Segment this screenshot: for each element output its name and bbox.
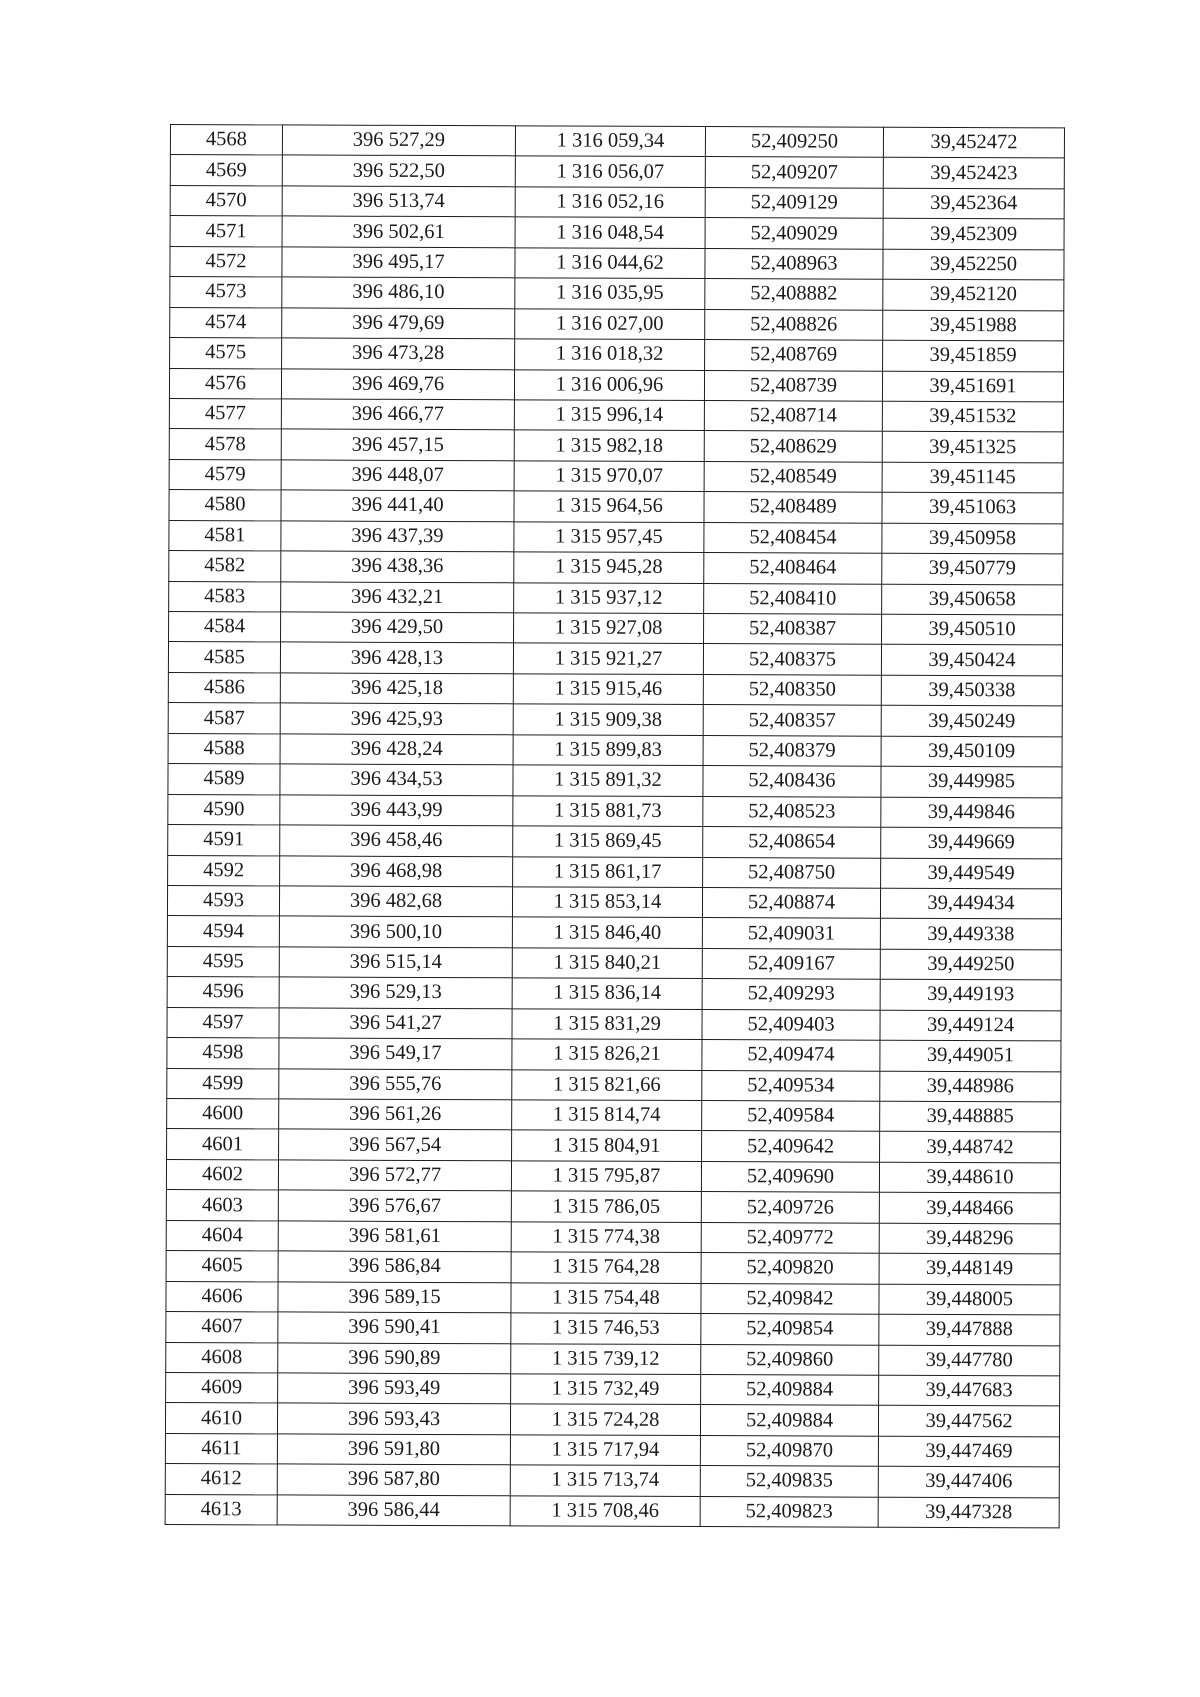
point-number-cell: 4607 xyxy=(166,1312,278,1343)
x-coordinate-cell: 396 428,24 xyxy=(280,734,513,765)
y-coordinate-cell: 1 315 869,45 xyxy=(513,826,703,857)
y-coordinate-cell: 1 315 746,53 xyxy=(511,1313,701,1344)
point-number-cell: 4583 xyxy=(169,581,281,612)
y-coordinate-cell: 1 316 048,54 xyxy=(515,217,705,248)
table-row xyxy=(168,733,1062,767)
longitude-cell: 39,451691 xyxy=(882,371,1063,402)
longitude-cell: 39,449846 xyxy=(881,797,1062,828)
longitude-cell: 39,449549 xyxy=(881,858,1062,889)
latitude-cell: 52,409293 xyxy=(702,979,880,1010)
x-coordinate-cell: 396 590,89 xyxy=(278,1342,511,1373)
y-coordinate-cell: 1 315 831,29 xyxy=(512,1009,702,1040)
latitude-cell: 52,408375 xyxy=(703,644,881,675)
y-coordinate-cell: 1 315 764,28 xyxy=(511,1252,701,1283)
latitude-cell: 52,409029 xyxy=(705,218,883,249)
latitude-cell: 52,408882 xyxy=(705,279,883,310)
longitude-cell: 39,447562 xyxy=(878,1406,1059,1437)
y-coordinate-cell: 1 316 027,00 xyxy=(515,308,705,339)
point-number-cell: 4609 xyxy=(166,1372,278,1403)
y-coordinate-cell: 1 315 915,46 xyxy=(513,674,703,705)
point-number-cell: 4591 xyxy=(168,825,280,856)
table-row xyxy=(169,551,1063,585)
y-coordinate-cell: 1 315 717,94 xyxy=(510,1435,700,1466)
longitude-cell: 39,452250 xyxy=(883,249,1064,280)
point-number-cell: 4581 xyxy=(169,520,281,551)
x-coordinate-cell: 396 495,17 xyxy=(282,247,515,278)
table-row xyxy=(169,611,1063,645)
x-coordinate-cell: 396 586,84 xyxy=(278,1251,511,1282)
point-number-cell: 4575 xyxy=(170,338,282,369)
latitude-cell: 52,409823 xyxy=(700,1496,878,1527)
table-row xyxy=(168,825,1062,859)
longitude-cell: 39,447780 xyxy=(879,1345,1060,1376)
point-number-cell: 4611 xyxy=(165,1433,277,1464)
x-coordinate-cell: 396 438,36 xyxy=(281,551,514,582)
latitude-cell: 52,408963 xyxy=(705,248,883,279)
x-coordinate-cell: 396 443,99 xyxy=(280,795,513,826)
point-number-cell: 4612 xyxy=(165,1464,277,1495)
longitude-cell: 39,448005 xyxy=(879,1284,1060,1315)
x-coordinate-cell: 396 437,39 xyxy=(281,521,514,552)
y-coordinate-cell: 1 315 909,38 xyxy=(513,704,703,735)
x-coordinate-cell: 396 581,61 xyxy=(278,1221,511,1252)
point-number-cell: 4584 xyxy=(169,611,281,642)
point-number-cell: 4608 xyxy=(166,1342,278,1373)
point-number-cell: 4570 xyxy=(170,185,282,216)
y-coordinate-cell: 1 316 052,16 xyxy=(515,187,705,218)
table-row xyxy=(166,1281,1060,1315)
x-coordinate-cell: 396 586,44 xyxy=(277,1495,510,1526)
point-number-cell: 4605 xyxy=(166,1251,278,1282)
y-coordinate-cell: 1 315 846,40 xyxy=(512,917,702,948)
y-coordinate-cell: 1 315 853,14 xyxy=(512,887,702,918)
longitude-cell: 39,448885 xyxy=(880,1101,1061,1132)
x-coordinate-cell: 396 448,07 xyxy=(281,460,514,491)
latitude-cell: 52,408549 xyxy=(704,461,882,492)
latitude-cell: 52,409860 xyxy=(701,1344,879,1375)
longitude-cell: 39,451532 xyxy=(882,401,1063,432)
longitude-cell: 39,451145 xyxy=(882,462,1063,493)
longitude-cell: 39,449434 xyxy=(880,888,1061,919)
longitude-cell: 39,448466 xyxy=(879,1193,1060,1224)
y-coordinate-cell: 1 315 804,91 xyxy=(512,1130,702,1161)
x-coordinate-cell: 396 515,14 xyxy=(279,947,512,978)
latitude-cell: 52,409820 xyxy=(701,1253,879,1284)
longitude-cell: 39,452364 xyxy=(883,188,1064,219)
point-number-cell: 4577 xyxy=(169,398,281,429)
table-row xyxy=(167,946,1061,980)
point-number-cell: 4604 xyxy=(166,1220,278,1251)
latitude-cell: 52,408826 xyxy=(705,309,883,340)
x-coordinate-cell: 396 425,18 xyxy=(280,673,513,704)
point-number-cell: 4589 xyxy=(168,764,280,795)
point-number-cell: 4572 xyxy=(170,246,282,277)
table-row xyxy=(166,1372,1060,1406)
point-number-cell: 4588 xyxy=(168,733,280,764)
point-number-cell: 4587 xyxy=(168,703,280,734)
latitude-cell: 52,409031 xyxy=(702,918,880,949)
y-coordinate-cell: 1 316 056,07 xyxy=(515,156,705,187)
longitude-cell: 39,452309 xyxy=(883,219,1064,250)
x-coordinate-cell: 396 541,27 xyxy=(279,1008,512,1039)
y-coordinate-cell: 1 315 996,14 xyxy=(514,400,704,431)
y-coordinate-cell: 1 315 826,21 xyxy=(512,1039,702,1070)
table-row xyxy=(168,642,1062,676)
longitude-cell: 39,449985 xyxy=(881,766,1062,797)
y-coordinate-cell: 1 315 921,27 xyxy=(513,643,703,674)
y-coordinate-cell: 1 315 724,28 xyxy=(510,1404,700,1435)
point-number-cell: 4595 xyxy=(167,946,279,977)
longitude-cell: 39,447328 xyxy=(878,1497,1059,1528)
x-coordinate-cell: 396 513,74 xyxy=(282,186,515,217)
y-coordinate-cell: 1 315 840,21 xyxy=(512,948,702,979)
longitude-cell: 39,447469 xyxy=(878,1436,1059,1467)
y-coordinate-cell: 1 315 881,73 xyxy=(513,795,703,826)
table-row xyxy=(169,581,1063,615)
latitude-cell: 52,409129 xyxy=(705,187,883,218)
x-coordinate-cell: 396 589,15 xyxy=(278,1282,511,1313)
x-coordinate-cell: 396 593,43 xyxy=(277,1403,510,1434)
latitude-cell: 52,408874 xyxy=(702,887,880,918)
longitude-cell: 39,449051 xyxy=(880,1040,1061,1071)
latitude-cell: 52,409474 xyxy=(702,1040,880,1071)
y-coordinate-cell: 1 315 836,14 xyxy=(512,978,702,1009)
y-coordinate-cell: 1 315 957,45 xyxy=(514,522,704,553)
latitude-cell: 52,409207 xyxy=(705,157,883,188)
longitude-cell: 39,452423 xyxy=(883,158,1064,189)
longitude-cell: 39,449193 xyxy=(880,979,1061,1010)
table-row xyxy=(170,277,1064,311)
x-coordinate-cell: 396 473,28 xyxy=(282,338,515,369)
table-row xyxy=(167,885,1061,919)
x-coordinate-cell: 396 466,77 xyxy=(281,399,514,430)
x-coordinate-cell: 396 502,61 xyxy=(282,216,515,247)
longitude-cell: 39,448610 xyxy=(879,1162,1060,1193)
longitude-cell: 39,449250 xyxy=(880,949,1061,980)
table-row xyxy=(170,185,1064,219)
latitude-cell: 52,408739 xyxy=(704,370,882,401)
latitude-cell: 52,409167 xyxy=(702,948,880,979)
y-coordinate-cell: 1 315 899,83 xyxy=(513,735,703,766)
point-number-cell: 4569 xyxy=(170,155,282,186)
longitude-cell: 39,447683 xyxy=(879,1375,1060,1406)
latitude-cell: 52,409884 xyxy=(700,1405,878,1436)
latitude-cell: 52,408436 xyxy=(703,766,881,797)
point-number-cell: 4580 xyxy=(169,490,281,521)
y-coordinate-cell: 1 315 945,28 xyxy=(514,552,704,583)
point-number-cell: 4613 xyxy=(165,1494,277,1525)
table-row xyxy=(169,429,1063,463)
y-coordinate-cell: 1 315 937,12 xyxy=(514,582,704,613)
latitude-cell: 52,408410 xyxy=(704,583,882,614)
table-row xyxy=(166,1342,1060,1376)
table-row xyxy=(167,1038,1061,1072)
latitude-cell: 52,409250 xyxy=(705,127,883,158)
point-number-cell: 4600 xyxy=(167,1098,279,1129)
table-row xyxy=(170,307,1064,341)
table-row xyxy=(169,398,1063,432)
x-coordinate-cell: 396 468,98 xyxy=(280,855,513,886)
table-row xyxy=(170,125,1064,159)
x-coordinate-cell: 396 572,77 xyxy=(278,1160,511,1191)
longitude-cell: 39,450338 xyxy=(881,675,1062,706)
table-row xyxy=(165,1494,1059,1528)
y-coordinate-cell: 1 315 964,56 xyxy=(514,491,704,522)
table-row xyxy=(165,1403,1059,1437)
point-number-cell: 4606 xyxy=(166,1281,278,1312)
x-coordinate-cell: 396 486,10 xyxy=(282,277,515,308)
latitude-cell: 52,409690 xyxy=(701,1161,879,1192)
point-number-cell: 4594 xyxy=(167,916,279,947)
x-coordinate-cell: 396 529,13 xyxy=(279,977,512,1008)
point-number-cell: 4598 xyxy=(167,1038,279,1069)
x-coordinate-cell: 396 469,76 xyxy=(281,368,514,399)
latitude-cell: 52,408489 xyxy=(704,492,882,523)
latitude-cell: 52,408523 xyxy=(703,796,881,827)
point-number-cell: 4582 xyxy=(169,551,281,582)
x-coordinate-cell: 396 591,80 xyxy=(277,1434,510,1465)
table-row xyxy=(168,794,1062,828)
y-coordinate-cell: 1 315 774,38 xyxy=(511,1222,701,1253)
table-row xyxy=(169,520,1063,554)
longitude-cell: 39,449669 xyxy=(881,827,1062,858)
latitude-cell: 52,409884 xyxy=(701,1374,879,1405)
longitude-cell: 39,448149 xyxy=(879,1253,1060,1284)
table-row xyxy=(168,672,1062,706)
longitude-cell: 39,451988 xyxy=(883,310,1064,341)
latitude-cell: 52,408379 xyxy=(703,735,881,766)
latitude-cell: 52,409642 xyxy=(702,1131,880,1162)
x-coordinate-cell: 396 432,21 xyxy=(281,581,514,612)
point-number-cell: 4574 xyxy=(170,307,282,338)
longitude-cell: 39,450424 xyxy=(881,645,1062,676)
table-row xyxy=(168,764,1062,798)
longitude-cell: 39,451859 xyxy=(883,340,1064,371)
x-coordinate-cell: 396 587,80 xyxy=(277,1464,510,1495)
y-coordinate-cell: 1 315 732,49 xyxy=(511,1374,701,1405)
latitude-cell: 52,409870 xyxy=(700,1435,878,1466)
table-row xyxy=(167,977,1061,1011)
y-coordinate-cell: 1 315 795,87 xyxy=(511,1161,701,1192)
table-row xyxy=(170,216,1064,250)
y-coordinate-cell: 1 315 821,66 xyxy=(512,1069,702,1100)
longitude-cell: 39,450510 xyxy=(882,614,1063,645)
table-row xyxy=(168,703,1062,737)
point-number-cell: 4593 xyxy=(167,885,279,916)
latitude-cell: 52,408357 xyxy=(703,705,881,736)
point-number-cell: 4573 xyxy=(170,277,282,308)
longitude-cell: 39,447888 xyxy=(879,1314,1060,1345)
point-number-cell: 4596 xyxy=(167,977,279,1008)
point-number-cell: 4601 xyxy=(167,1129,279,1160)
table-row xyxy=(166,1220,1060,1254)
table-row xyxy=(169,368,1063,402)
x-coordinate-cell: 396 549,17 xyxy=(279,1038,512,1069)
x-coordinate-cell: 396 500,10 xyxy=(279,916,512,947)
point-number-cell: 4578 xyxy=(169,429,281,460)
point-number-cell: 4579 xyxy=(169,459,281,490)
table-row xyxy=(170,155,1064,189)
latitude-cell: 52,408714 xyxy=(704,400,882,431)
x-coordinate-cell: 396 590,41 xyxy=(278,1312,511,1343)
table-row xyxy=(167,1007,1061,1041)
coordinates-table-body xyxy=(165,125,1064,1529)
latitude-cell: 52,409726 xyxy=(701,1192,879,1223)
table-row xyxy=(169,490,1063,524)
table-row xyxy=(170,246,1064,280)
latitude-cell: 52,409835 xyxy=(700,1466,878,1497)
x-coordinate-cell: 396 527,29 xyxy=(282,125,515,156)
longitude-cell: 39,447406 xyxy=(878,1466,1059,1497)
longitude-cell: 39,452472 xyxy=(883,127,1064,158)
longitude-cell: 39,450109 xyxy=(881,736,1062,767)
point-number-cell: 4597 xyxy=(167,1007,279,1038)
y-coordinate-cell: 1 315 713,74 xyxy=(510,1465,700,1496)
y-coordinate-cell: 1 315 739,12 xyxy=(511,1343,701,1374)
latitude-cell: 52,408750 xyxy=(703,857,881,888)
latitude-cell: 52,408387 xyxy=(704,614,882,645)
point-number-cell: 4599 xyxy=(167,1068,279,1099)
longitude-cell: 39,450958 xyxy=(882,523,1063,554)
x-coordinate-cell: 396 429,50 xyxy=(281,612,514,643)
y-coordinate-cell: 1 316 006,96 xyxy=(514,369,704,400)
latitude-cell: 52,408769 xyxy=(705,340,883,371)
y-coordinate-cell: 1 315 891,32 xyxy=(513,765,703,796)
longitude-cell: 39,449124 xyxy=(880,1010,1061,1041)
latitude-cell: 52,409854 xyxy=(701,1314,879,1345)
point-number-cell: 4602 xyxy=(166,1159,278,1190)
y-coordinate-cell: 1 315 708,46 xyxy=(510,1496,700,1527)
table-row xyxy=(167,1098,1061,1132)
latitude-cell: 52,408350 xyxy=(703,674,881,705)
table-row xyxy=(170,338,1064,372)
x-coordinate-cell: 396 441,40 xyxy=(281,490,514,521)
latitude-cell: 52,408654 xyxy=(703,827,881,858)
x-coordinate-cell: 396 479,69 xyxy=(282,308,515,339)
latitude-cell: 52,409842 xyxy=(701,1283,879,1314)
y-coordinate-cell: 1 315 970,07 xyxy=(514,461,704,492)
longitude-cell: 39,451063 xyxy=(882,492,1063,523)
coordinates-table xyxy=(165,124,1065,1529)
y-coordinate-cell: 1 315 982,18 xyxy=(514,430,704,461)
x-coordinate-cell: 396 457,15 xyxy=(281,429,514,460)
latitude-cell: 52,409403 xyxy=(702,1009,880,1040)
x-coordinate-cell: 396 593,49 xyxy=(278,1373,511,1404)
table-row xyxy=(167,916,1061,950)
point-number-cell: 4576 xyxy=(169,368,281,399)
latitude-cell: 52,409534 xyxy=(702,1070,880,1101)
y-coordinate-cell: 1 315 786,05 xyxy=(511,1191,701,1222)
longitude-cell: 39,450249 xyxy=(881,706,1062,737)
x-coordinate-cell: 396 482,68 xyxy=(279,886,512,917)
latitude-cell: 52,408454 xyxy=(704,522,882,553)
y-coordinate-cell: 1 316 059,34 xyxy=(515,126,705,157)
x-coordinate-cell: 396 458,46 xyxy=(280,825,513,856)
longitude-cell: 39,450658 xyxy=(882,584,1063,615)
table-row xyxy=(166,1159,1060,1193)
point-number-cell: 4585 xyxy=(168,642,280,673)
y-coordinate-cell: 1 315 927,08 xyxy=(514,613,704,644)
table-row xyxy=(165,1464,1059,1498)
longitude-cell: 39,448296 xyxy=(879,1223,1060,1254)
y-coordinate-cell: 1 316 044,62 xyxy=(515,248,705,279)
longitude-cell: 39,450779 xyxy=(882,553,1063,584)
x-coordinate-cell: 396 425,93 xyxy=(280,703,513,734)
table-row xyxy=(167,1129,1061,1163)
point-number-cell: 4603 xyxy=(166,1190,278,1221)
table-row xyxy=(169,459,1063,493)
latitude-cell: 52,409584 xyxy=(702,1101,880,1132)
x-coordinate-cell: 396 555,76 xyxy=(279,1068,512,1099)
y-coordinate-cell: 1 315 814,74 xyxy=(512,1100,702,1131)
table-row xyxy=(166,1251,1060,1285)
x-coordinate-cell: 396 522,50 xyxy=(282,155,515,186)
table-row xyxy=(166,1190,1060,1224)
point-number-cell: 4592 xyxy=(168,855,280,886)
x-coordinate-cell: 396 567,54 xyxy=(279,1129,512,1160)
y-coordinate-cell: 1 315 861,17 xyxy=(513,856,703,887)
x-coordinate-cell: 396 561,26 xyxy=(279,1099,512,1130)
longitude-cell: 39,448742 xyxy=(880,1132,1061,1163)
point-number-cell: 4571 xyxy=(170,216,282,247)
table-row xyxy=(165,1433,1059,1467)
table-row xyxy=(168,855,1062,889)
y-coordinate-cell: 1 316 018,32 xyxy=(515,339,705,370)
point-number-cell: 4610 xyxy=(165,1403,277,1434)
longitude-cell: 39,448986 xyxy=(880,1071,1061,1102)
point-number-cell: 4586 xyxy=(168,672,280,703)
point-number-cell: 4590 xyxy=(168,794,280,825)
y-coordinate-cell: 1 316 035,95 xyxy=(515,278,705,309)
latitude-cell: 52,408464 xyxy=(704,553,882,584)
x-coordinate-cell: 396 576,67 xyxy=(278,1190,511,1221)
table-row xyxy=(166,1312,1060,1346)
x-coordinate-cell: 396 434,53 xyxy=(280,764,513,795)
table-row xyxy=(167,1068,1061,1102)
longitude-cell: 39,452120 xyxy=(883,279,1064,310)
x-coordinate-cell: 396 428,13 xyxy=(280,642,513,673)
longitude-cell: 39,451325 xyxy=(882,432,1063,463)
point-number-cell: 4568 xyxy=(170,125,282,156)
latitude-cell: 52,408629 xyxy=(704,431,882,462)
y-coordinate-cell: 1 315 754,48 xyxy=(511,1282,701,1313)
longitude-cell: 39,449338 xyxy=(880,919,1061,950)
latitude-cell: 52,409772 xyxy=(701,1222,879,1253)
